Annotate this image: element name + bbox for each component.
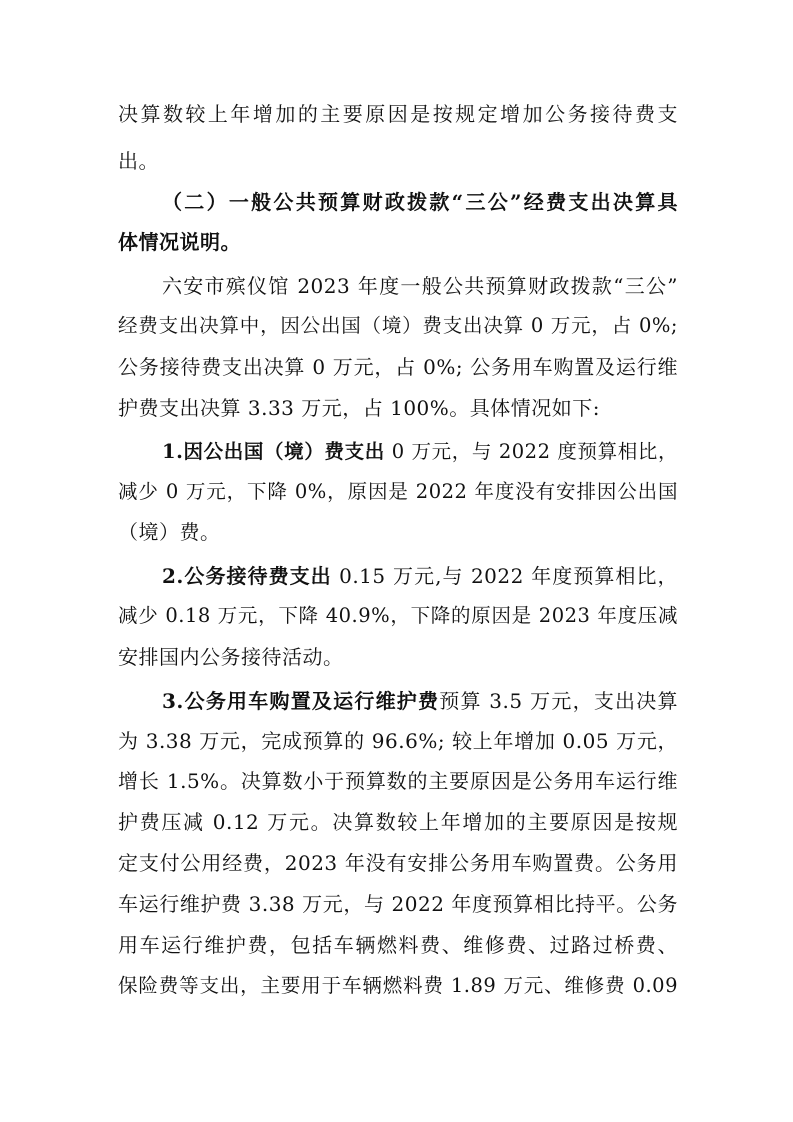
text-run: 公务接待费支出决算 0 万元，占 0%; 公务用车购置及运行维 <box>118 355 678 379</box>
text-run: 预算 3.5 万元，支出决算 <box>439 689 678 713</box>
text-run: 出。 <box>118 149 159 173</box>
text-run: 六安市殡仪馆 2023 年度一般公共预算财政拨款“三公” <box>162 274 678 298</box>
text-run: 用车运行维护费，包括车辆燃料费、维修费、过路过桥费、 <box>118 933 678 957</box>
body-text-line <box>118 355 678 379</box>
text-run: 车运行维护费 3.38 万元，与 2022 年度预算相比持平。公务 <box>118 892 678 916</box>
item-heading: 3.公务用车购置及运行维护费 <box>162 689 440 713</box>
text-run: 0.15 万元,与 2022 年度预算相比， <box>331 564 678 588</box>
text-run: 增长 1.5%。决算数小于预算数的主要原因是公务用车运行维 <box>118 769 678 793</box>
text-run: 为 3.38 万元，完成预算的 96.6%; 较上年增加 0.05 万元， <box>118 729 678 753</box>
section-heading <box>162 190 678 214</box>
body-text-line <box>118 933 678 957</box>
body-text-line <box>118 604 678 628</box>
item-heading: 2.公务接待费支出 <box>162 564 332 588</box>
body-text-line <box>118 769 678 793</box>
body-text-line <box>118 149 678 173</box>
text-run: 定支付公用经费，2023 年没有安排公务用车购置费。公务用 <box>118 851 678 875</box>
section-heading <box>118 230 678 254</box>
text-run: （境）费。 <box>118 520 221 544</box>
text-run: 决算数较上年增加的主要原因是按规定增加公务接待费支 <box>118 102 678 126</box>
body-text-line <box>118 396 678 420</box>
text-run: 护费压减 0.12 万元。决算数较上年增加的主要原因是按规 <box>118 810 678 834</box>
body-text-line <box>118 480 678 504</box>
body-text-line <box>118 729 678 753</box>
item-heading: 1.因公出国（境）费支出 <box>162 440 385 463</box>
text-run: 护费支出决算 3.33 万元，占 100%。具体情况如下: <box>118 396 601 420</box>
list-item-line <box>162 440 678 464</box>
text-run: 0 万元，与 2022 度预算相比， <box>384 440 678 463</box>
text-run: 保险费等支出，主要用于车辆燃料费 1.89 万元、维修费 0.09 <box>118 974 678 997</box>
body-text-line <box>162 274 678 298</box>
text-run: 体情况说明。 <box>118 230 241 254</box>
text-run: 经费支出决算中，因公出国（境）费支出决算 0 万元，占 0%; <box>118 314 678 337</box>
body-text-line <box>118 974 678 998</box>
list-item-line <box>162 564 678 588</box>
body-text-line <box>118 851 678 875</box>
text-run: 安排国内公务接待活动。 <box>118 645 344 669</box>
text-run: 减少 0 万元，下降 0%，原因是 2022 年度没有安排因公出国 <box>118 480 678 503</box>
body-text-line <box>118 314 678 338</box>
body-text-line <box>118 520 678 544</box>
list-item-line <box>162 689 678 713</box>
text-run: （二）一般公共预算财政拨款“三公”经费支出决算具 <box>162 190 678 214</box>
body-text-line <box>118 645 678 669</box>
body-text-line <box>118 892 678 916</box>
text-run: 减少 0.18 万元，下降 40.9%，下降的原因是 2023 年度压减 <box>118 604 678 627</box>
body-text-line <box>118 102 678 126</box>
body-text-line <box>118 810 678 834</box>
